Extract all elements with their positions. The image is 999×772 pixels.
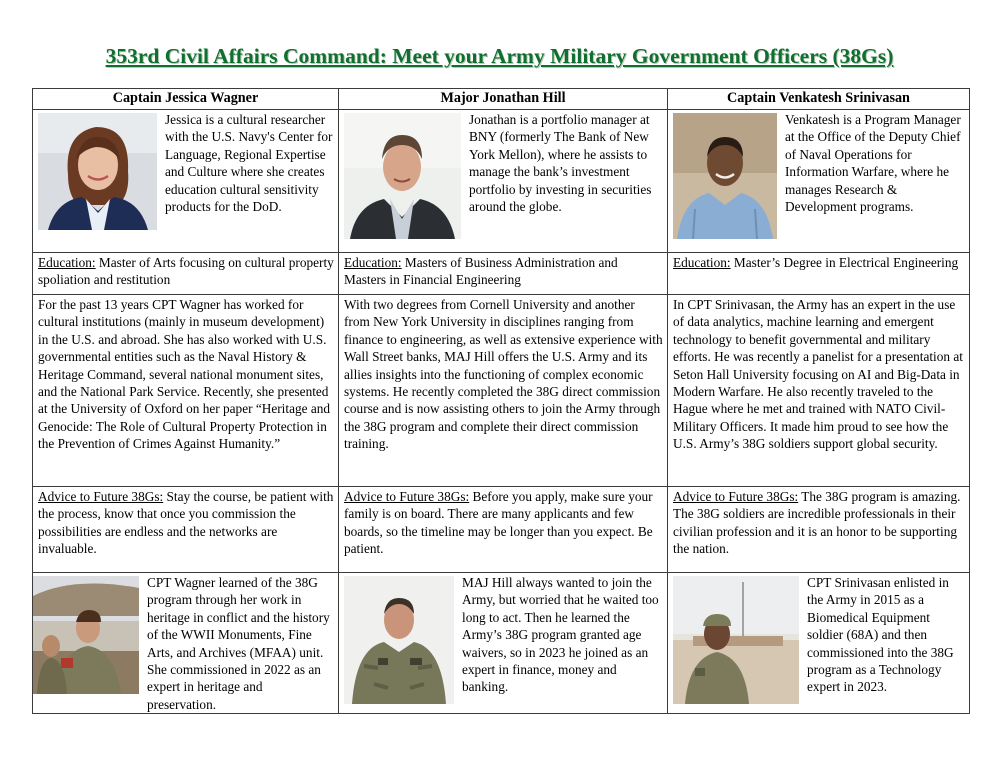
advice-cell xyxy=(668,487,970,573)
bio-text: Jessica is a cultural researcher with the U.S. Navy's Center for Language, Regional Expertise and Culture where she creates education cultural sensitivity products for the DoD. xyxy=(165,112,333,215)
srinivasan-uniform-photo xyxy=(673,576,799,704)
story-cell xyxy=(339,573,668,714)
education-cell xyxy=(668,253,970,295)
bio-text: Venkatesh is a Program Manager at the Office of the Deputy Chief of Naval Operations for Information Warfare, where he manages Research & Development programs. xyxy=(785,112,961,215)
education-cell xyxy=(33,253,339,295)
education-cell xyxy=(339,253,668,295)
story-cell xyxy=(668,573,970,714)
srinivasan-headshot-photo xyxy=(673,113,777,239)
page-title: 353rd Civil Affairs Command: Meet your Army Military Government Officers (38Gs) xyxy=(105,44,894,68)
education-row xyxy=(33,253,970,295)
description-cell: In CPT Srinivasan, the Army has an expert in the use of data analytics, machine learning and emergent technology to benefit governmental and military efforts. He was recently a panelist for a presentation at Seton Hall University focusing on AI and Big-Data in Modern Warfare. He also recently traveled to the Hague where he met and trained with NATO Civil-Military Officers. It made him proud to see how the U.S. Army’s 38G soldiers support global security. xyxy=(668,295,970,487)
bio-cell xyxy=(33,110,339,253)
education-label: Education: xyxy=(673,255,731,270)
story-text: CPT Srinivasan enlisted in the Army in 2015 as a Biomedical Equipment soldier (68A) and then commissioned into the 38G program as a Technology expert in 2023. xyxy=(807,575,954,695)
description-cell: With two degrees from Cornell University and another from New York University in disciplines ranging from finance to engineering, as well as extensive experience with Wall Street banks, MAJ Hill offers the U.S. Army and its allies insights into the functioning of complex economic systems. He recently completed the 38G direct commission course and is now assisting others to join the Army through the 38G program and complete their direct commission training. xyxy=(339,295,668,487)
education-text: Master of Arts focusing on cultural property spoliation and restitution xyxy=(38,255,334,288)
names-row xyxy=(33,89,970,110)
advice-label: Advice to Future 38Gs: xyxy=(344,489,470,504)
education-text: Masters of Business Administration and Masters in Financial Engineering xyxy=(344,255,618,288)
story-text: MAJ Hill always wanted to join the Army, but worried that he waited too long to act. Then he learned the Army’s 38G program granted age waivers, so in 2023 he joined as an expert in finance, money and banking. xyxy=(462,575,659,695)
officers-table xyxy=(32,88,970,714)
officer-name: Captain Jessica Wagner xyxy=(33,89,339,110)
hill-uniform-photo xyxy=(344,576,454,704)
story-row xyxy=(33,573,970,714)
advice-text: Stay the course, be patient with the process, know that once you commission the possibilities are endless and the networks are invaluable. xyxy=(38,489,334,557)
advice-label: Advice to Future 38Gs: xyxy=(673,489,799,504)
bio-text: Jonathan is a portfolio manager at BNY (formerly The Bank of New York Mellon), where he assists to manage the bank’s investment portfolio by investing in securities around the globe. xyxy=(469,112,652,215)
advice-cell xyxy=(339,487,668,573)
advice-label: Advice to Future 38Gs: xyxy=(38,489,164,504)
education-text: Master’s Degree in Electrical Engineering xyxy=(730,255,959,270)
bio-cell xyxy=(668,110,970,253)
wagner-uniform-photo xyxy=(33,576,139,694)
officer-name: Captain Venkatesh Srinivasan xyxy=(668,89,970,110)
advice-text: The 38G program is amazing. The 38G soldiers are incredible professionals in their civilian profession and it is an honor to be supporting the nation. xyxy=(673,489,961,557)
bio-row xyxy=(33,110,970,253)
bio-cell xyxy=(339,110,668,253)
advice-cell xyxy=(33,487,339,573)
officer-name: Major Jonathan Hill xyxy=(339,89,668,110)
education-label: Education: xyxy=(38,255,96,270)
story-cell xyxy=(33,573,339,714)
hill-headshot-photo xyxy=(344,113,461,239)
story-text: CPT Wagner learned of the 38G program through her work in heritage in conflict and the history of the WWII Monuments, Fine Arts, and Archives (MFAA) unit. She commissioned in 2022 as an expert in heritage and preservation. xyxy=(147,575,330,712)
advice-row xyxy=(33,487,970,573)
advice-text: Before you apply, make sure your family is on board. There are many applicants and few boards, so the timeline may be longer than you expect. Be patient. xyxy=(344,489,653,557)
description-row xyxy=(33,295,970,487)
description-cell: For the past 13 years CPT Wagner has worked for cultural institutions (mainly in museum development) in the U.S. and abroad. She has also worked with U.S. governmental entities such as the Naval History & Heritage Command, several national monument sites, and the National Park Service. Recently, she presented at the University of Oxford on her paper “Heritage and Genocide: The Role of Cultural Property Protection in the Prevention of Crimes Against Humanity.” xyxy=(33,295,339,487)
wagner-headshot-photo xyxy=(38,113,157,230)
education-label: Education: xyxy=(344,255,402,270)
